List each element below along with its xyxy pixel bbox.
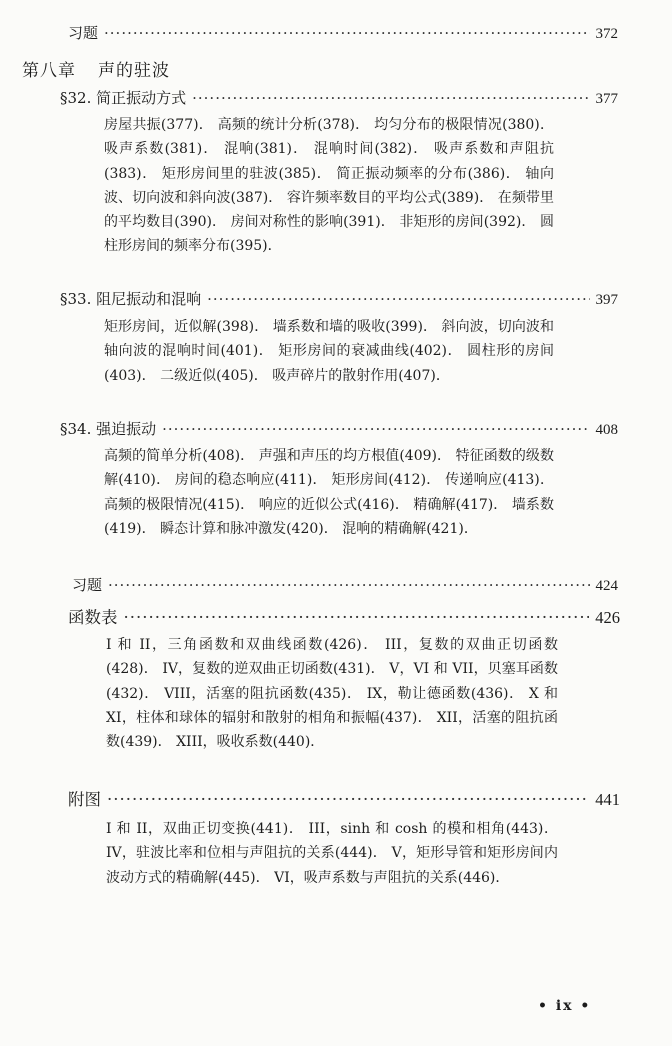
- section-33-description: 矩形房间，近似解(398)． 墙系数和墙的吸收(399)． 斜向波，切向波和轴向波的混响时间(401)． 矩形房间的衰减曲线(402)． 圆柱形的房间(403)． 二级近似(405)． 吸声碎片的散射作用(407)．: [104, 319, 554, 384]
- chapter-title: 声的驻波: [98, 61, 170, 81]
- dot-leader: [162, 420, 589, 438]
- figures-description: I 和 II，双曲正切变换(441)． III，sinh 和 cosh 的模和相角(443)． IV，驻波比率和位相与声阻抗的关系(444)． V，矩形导管和矩形房间内波动方式的精确解(445)． VI，吸声系数与声阻抗的关系(446)．: [106, 821, 558, 886]
- toc-entry-section-34[interactable]: [60, 418, 618, 439]
- toc-entry-page: 424: [595, 578, 618, 594]
- toc-entry-function-tables[interactable]: [68, 604, 620, 628]
- toc-entry-label: 函数表: [68, 608, 118, 627]
- toc-entry-section-32[interactable]: [60, 87, 618, 108]
- toc-entry-label: 附图: [68, 790, 101, 809]
- toc-entry-page: 426: [595, 608, 620, 627]
- toc-entry-label: 习题: [72, 576, 103, 594]
- section-32-description: 房屋共振(377)． 高频的统计分析(378)． 均匀分布的极限情况(380)． 吸声系数(381)． 混响(381)． 混响时间(382)． 吸声系数和声阻抗(383)． 矩形房间里的驻波(385)． 简正振动频率的分布(386)． 轴向波、切向波和斜向波(387)． 容许频率数目的平均公式(389)． 在频带里的平均数目(390)． 房间对称性的影响(391)． 非矩形的房间(392)． 圆柱形房间的频率分布(395)．: [104, 117, 554, 255]
- dot-leader: [207, 290, 589, 308]
- dot-leader: [124, 608, 590, 627]
- dot-leader: [104, 24, 589, 42]
- toc-entry-label: §34. 强迫振动: [60, 420, 157, 438]
- toc-entry-page: 441: [595, 790, 620, 809]
- toc-entry-label: §33. 阻尼振动和混响: [60, 290, 202, 308]
- section-34-description: 高频的简单分析(408)． 声强和声压的均方根值(409)． 特征函数的级数解(410)． 房间的稳态响应(411)． 矩形房间(412)． 传递响应(413)． 高频的极限情况(415)． 响应的近似公式(416)． 精确解(417)． 墙系数(419)． 瞬态计算和脉冲激发(420)． 混响的精确解(421)．: [104, 448, 554, 537]
- dot-leader: [107, 790, 589, 809]
- toc-entry-exercises-top[interactable]: [68, 22, 618, 43]
- toc-entry-figures[interactable]: [68, 786, 620, 810]
- page-number-footer: • ix •: [538, 998, 592, 1014]
- toc-entry-page: 377: [595, 91, 618, 107]
- chapter-number: 第八章: [22, 61, 76, 81]
- toc-entry-exercises[interactable]: [72, 574, 618, 595]
- chapter-heading: [22, 56, 170, 81]
- toc-entry-page: 397: [595, 292, 618, 308]
- function-tables-description: I 和 II，三角函数和双曲线函数(426)． III，复数的双曲正切函数(428)． IV，复数的逆双曲正切函数(431)． V，VI 和 VII，贝塞耳函数(432)． VIII，活塞的阻抗函数(435)． IX，勒让德函数(436)． X 和 XI，柱体和球体的辐射和散射的相角和振幅(437)． XII，活塞的阻抗函数(439)． XIII，吸收系数(440)．: [106, 637, 558, 751]
- dot-leader: [192, 89, 589, 107]
- toc-entry-label: 习题: [68, 24, 99, 42]
- dot-leader: [108, 576, 589, 594]
- toc-entry-section-33[interactable]: [60, 288, 618, 309]
- toc-entry-page: 372: [595, 26, 618, 42]
- toc-entry-page: 408: [595, 422, 618, 438]
- toc-entry-label: §32. 简正振动方式: [60, 89, 187, 107]
